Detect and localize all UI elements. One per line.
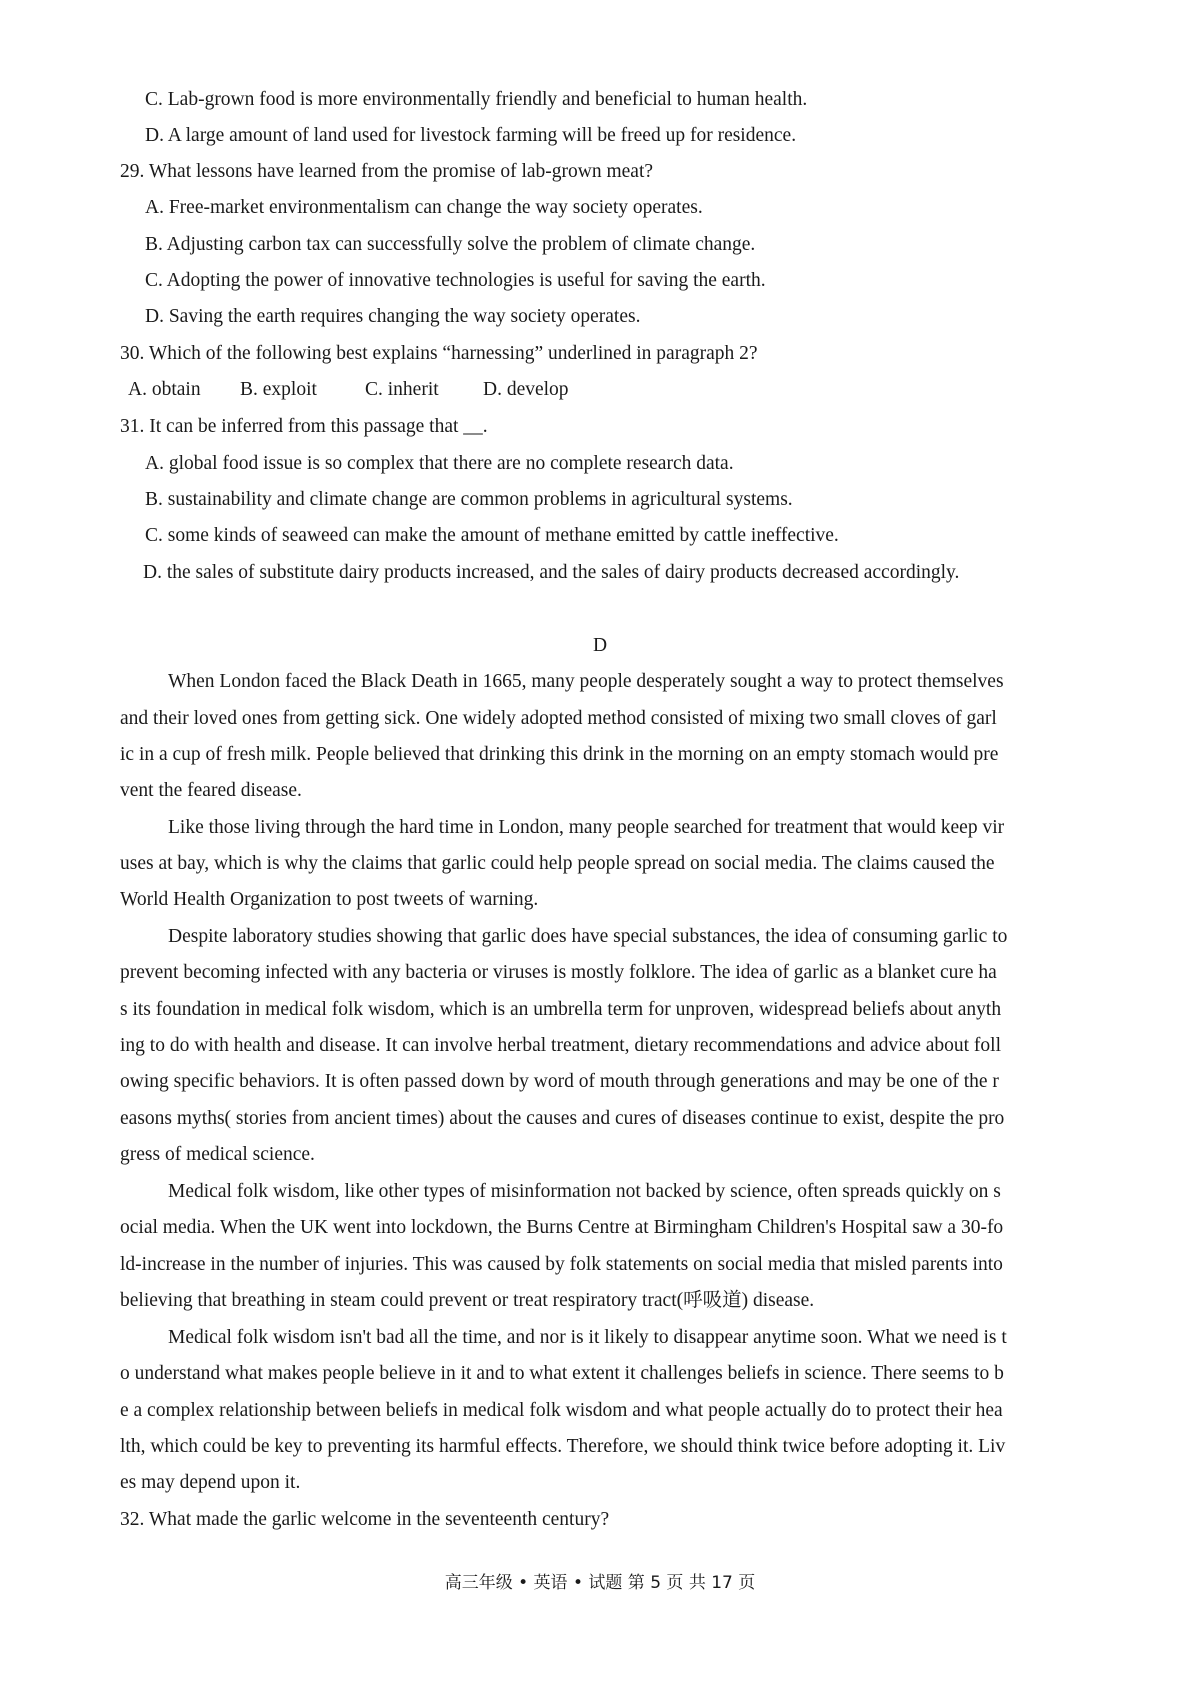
page-footer: 高三年级 • 英语 • 试题 第 5 页 共 17 页 [444, 1573, 756, 1593]
passage-line: e a complex relationship between beliefs in medical folk wisdom and what people actually do to protect their hea [120, 1400, 1003, 1421]
q29-option-b: B. Adjusting carbon tax can successfully solve the problem of climate change. [145, 234, 756, 255]
passage-line: vent the feared disease. [120, 780, 302, 801]
passage-line: lth, which could be key to preventing its harmful effects. Therefore, we should think twice before adopting it. Liv [120, 1436, 1006, 1457]
passage-line: ocial media. When the UK went into lockdown, the Burns Centre at Birmingham Children's Hospital saw a 30-fo [120, 1217, 1004, 1238]
passage-line: and their loved ones from getting sick. One widely adopted method consisted of mixing two small cloves of garl [120, 708, 997, 729]
q30-option-a: A. obtain [128, 379, 201, 400]
q29-option-c: C. Adopting the power of innovative technologies is useful for saving the earth. [145, 270, 766, 291]
passage-line: ing to do with health and disease. It can involve herbal treatment, dietary recommendations and advice about foll [120, 1035, 1002, 1056]
passage-line: ld-increase in the number of injuries. This was caused by folk statements on social media that misled parents into [120, 1254, 1003, 1275]
passage-line: prevent becoming infected with any bacteria or viruses is mostly folklore. The idea of garlic as a blanket cure ha [120, 962, 997, 983]
q31-option-d: D. the sales of substitute dairy products increased, and the sales of dairy products decreased accordingly. [143, 562, 960, 583]
passage-line: When London faced the Black Death in 1665, many people desperately sought a way to protect themselves [168, 671, 1004, 692]
passage-line: Medical folk wisdom isn't bad all the time, and nor is it likely to disappear anytime soon. What we need is t [168, 1327, 1007, 1348]
passage-line: believing that breathing in steam could prevent or treat respiratory tract(呼吸道) disease. [120, 1290, 815, 1311]
passage-line: uses at bay, which is why the claims that garlic could help people spread on social media. The claims caused the [120, 853, 995, 874]
passage-line: Medical folk wisdom, like other types of misinformation not backed by science, often spreads quickly on s [168, 1181, 1001, 1202]
q29-option-a: A. Free-market environmentalism can change the way society operates. [145, 197, 703, 218]
passage-line: ic in a cup of fresh milk. People believed that drinking this drink in the morning on an empty stomach would pre [120, 744, 999, 765]
q28-option-c: C. Lab-grown food is more environmentally friendly and beneficial to human health. [145, 89, 808, 110]
passage-line: World Health Organization to post tweets of warning. [120, 889, 539, 910]
passage-line: Like those living through the hard time in London, many people searched for treatment that would keep vir [168, 817, 1005, 838]
passage-line: owing specific behaviors. It is often passed down by word of mouth through generations and may be one of the r [120, 1071, 999, 1092]
q31-stem: 31. It can be inferred from this passage that __. [120, 416, 488, 437]
q30-option-c: C. inherit [365, 379, 439, 400]
passage-line: easons myths( stories from ancient times) about the causes and cures of diseases continue to exist, despite the pro [120, 1108, 1005, 1129]
q28-option-d: D. A large amount of land used for livestock farming will be freed up for residence. [145, 125, 797, 146]
passage-line: s its foundation in medical folk wisdom, which is an umbrella term for unproven, widespread beliefs about anyth [120, 999, 1002, 1020]
q32-stem: 32. What made the garlic welcome in the seventeenth century? [120, 1509, 610, 1530]
q30-option-d: D. develop [483, 379, 569, 400]
passage-line: o understand what makes people believe in it and to what extent it challenges beliefs in science. There seems to b [120, 1363, 1004, 1384]
q31-option-a: A. global food issue is so complex that there are no complete research data. [145, 453, 734, 474]
q30-options [128, 378, 569, 402]
q30-stem: 30. Which of the following best explains “harnessing” underlined in paragraph 2? [120, 343, 758, 364]
passage-line: gress of medical science. [120, 1144, 315, 1165]
section-heading: D [592, 635, 608, 656]
q29-stem: 29. What lessons have learned from the promise of lab-grown meat? [120, 161, 654, 182]
q29-option-d: D. Saving the earth requires changing the way society operates. [145, 306, 641, 327]
passage-line: es may depend upon it. [120, 1472, 301, 1493]
q31-option-c: C. some kinds of seaweed can make the amount of methane emitted by cattle ineffective. [145, 525, 839, 546]
q30-option-b: B. exploit [240, 379, 317, 400]
q31-option-b: B. sustainability and climate change are common problems in agricultural systems. [145, 489, 793, 510]
passage-line: Despite laboratory studies showing that garlic does have special substances, the idea of consuming garlic to [168, 926, 1008, 947]
